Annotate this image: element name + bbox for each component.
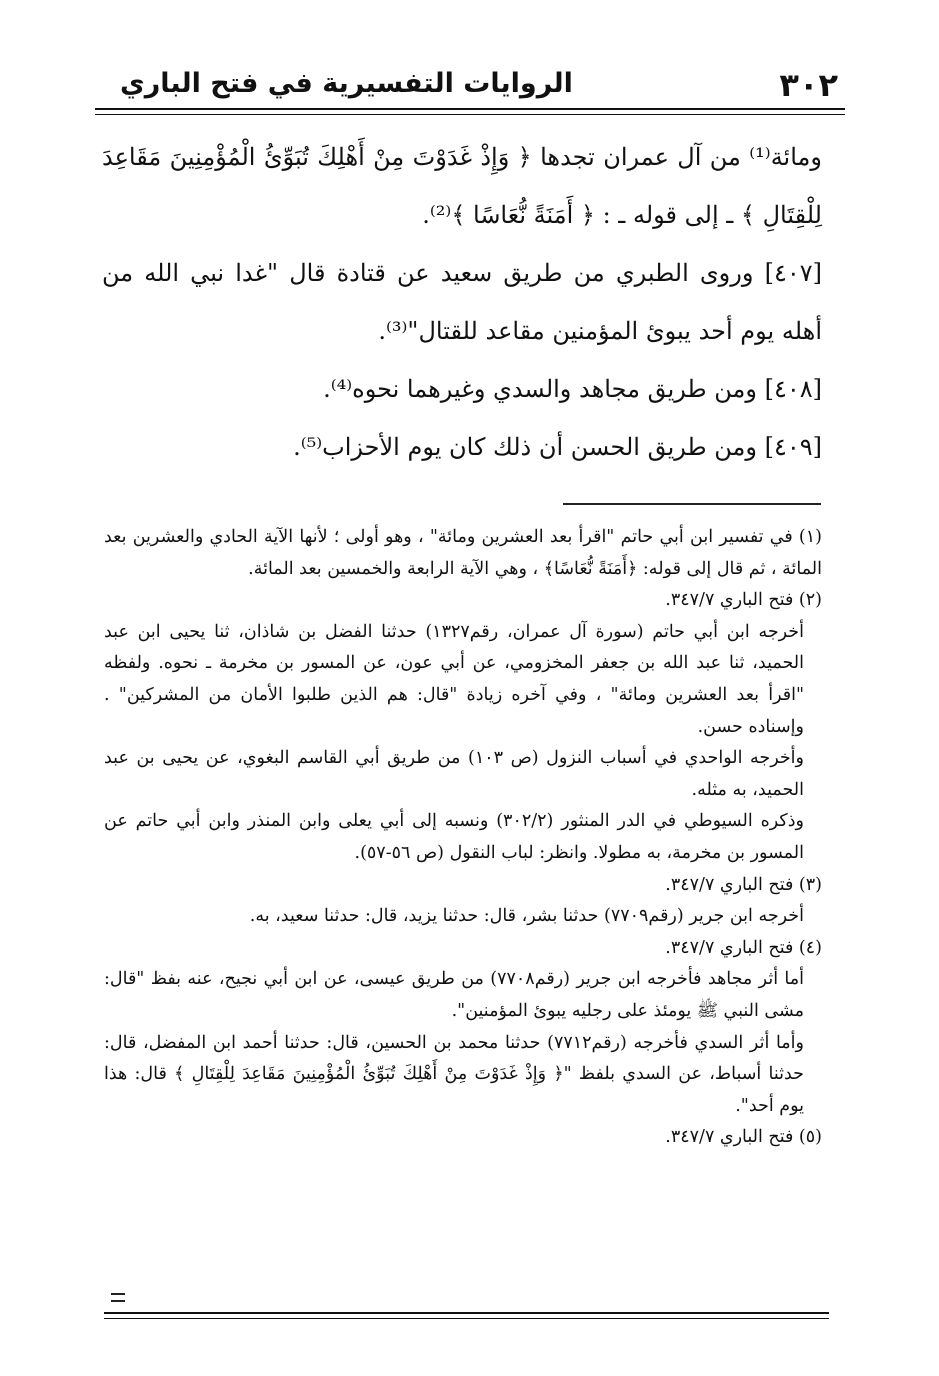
footer-rule	[104, 1312, 829, 1314]
footnotes	[104, 522, 822, 1154]
footnote-3: (٣) فتح الباري ٣٤٧/٧.	[665, 874, 822, 895]
narration-409: [٤٠٩] ومن طريق الحسن أن ذلك كان يوم الأحزاب⁽⁵⁾.	[293, 433, 822, 461]
paragraph-quran-citation: ومائة⁽¹⁾ من آل عمران تجدها ﴿ وَإِذْ غَدَوْتَ مِنْ أَهْلِكَ تُبَوِّئُ الْمُؤْمِنِينَ مَقَاعِدَ لِلْقِتَالِ ﴾ ـ إلى قوله ـ : ﴿ أَمَنَةً نُّعَاسًا ﴾⁽²⁾.	[102, 143, 822, 229]
footnote-2-detail-c: وذكره السيوطي في الدر المنثور (٣٠٢/٢) ونسبه إلى أبي يعلى وابن المنذر وابن أبي حاتم عن المسور بن مخرمة، به مطولا. وانظر: لباب النقول (ص ٥٦-٥٧).	[104, 811, 804, 863]
header-rule	[95, 108, 845, 110]
footnote-4: (٤) فتح الباري ٣٤٧/٧.	[665, 937, 822, 958]
equals-mark	[111, 1293, 125, 1302]
footnote-5: (٥) فتح الباري ٣٤٧/٧.	[665, 1127, 822, 1148]
footnote-4-detail-b: وأما أثر السدي فأخرجه (رقم٧٧١٢) حدثنا محمد بن الحسين، قال: حدثنا أحمد ابن المفضل، قال: حدثنا أسباط، عن السدي بلفظ "﴿ وَإِذْ غَدَوْتَ مِنْ أَهْلِكَ تُبَوِّئُ الْمُؤْمِنِينَ مَقَاعِدَ لِلْقِتَالِ ﴾ قال: هذا يوم أحد".	[104, 1032, 804, 1116]
header-rule-thin	[95, 114, 845, 115]
footnote-2-detail-a: أخرجه ابن أبي حاتم (سورة آل عمران، رقم١٣٢٧) حدثنا الفضل بن شاذان، ثنا يحيى ابن عبد الحميد، ثنا عبد الله بن جعفر المخزومي، عن أبي عون، عن المسور بن مخرمة ـ نحوه. ولفظه "اقرأ بعد العشرين ومائة" ، وفي آخره زيادة "قال: هم الذين طلبوا الأمان من المشركين" . وإسناده حسن.	[104, 621, 804, 737]
page-number: ٣٠٢	[779, 66, 838, 104]
footnote-2-detail-b: وأخرجه الواحدي في أسباب النزول (ص ١٠٣) من طريق أبي القاسم البغوي، عن يحيى بن عبد الحميد، به مثله.	[104, 748, 804, 800]
footnote-2: (٢) فتح الباري ٣٤٧/٧.	[665, 590, 822, 611]
footnote-separator	[563, 503, 821, 505]
footnote-4-detail-a: أما أثر مجاهد فأخرجه ابن جرير (رقم٧٧٠٨) من طريق عيسى، عن ابن أبي نجيح، عنه بفظ "قال: مشى النبي ﷺ يومئذ على رجليه يبوئ المؤمنين".	[104, 969, 804, 1021]
running-title: الروايات التفسيرية في فتح الباري	[120, 68, 573, 99]
narration-408: [٤٠٨] ومن طريق مجاهد والسدي وغيرهما نحوه⁽⁴⁾.	[323, 375, 822, 403]
page-header	[90, 58, 850, 110]
footnote-1: (١) في تفسير ابن أبي حاتم "اقرأ بعد العشرين ومائة" ، وهو أولى ؛ لأنها الآية الحادي والعشرين بعد المائة ، ثم قال إلى قوله: ﴿أَمَنَةً نُّعَاسًا﴾ ، وهي الآية الرابعة والخمسين بعد المائة.	[104, 527, 822, 579]
footnote-3-detail: أخرجه ابن جرير (رقم٧٧٠٩) حدثنا بشر، قال: حدثنا يزيد، قال: حدثنا سعيد، به.	[249, 906, 804, 927]
main-text	[102, 128, 822, 476]
narration-407: [٤٠٧] وروى الطبري من طريق سعيد عن قتادة قال "غدا نبي الله من أهله يوم أحد يبوئ المؤمنين مقاعد للقتال"⁽³⁾.	[102, 259, 822, 345]
footer-rule-thin	[104, 1318, 829, 1319]
